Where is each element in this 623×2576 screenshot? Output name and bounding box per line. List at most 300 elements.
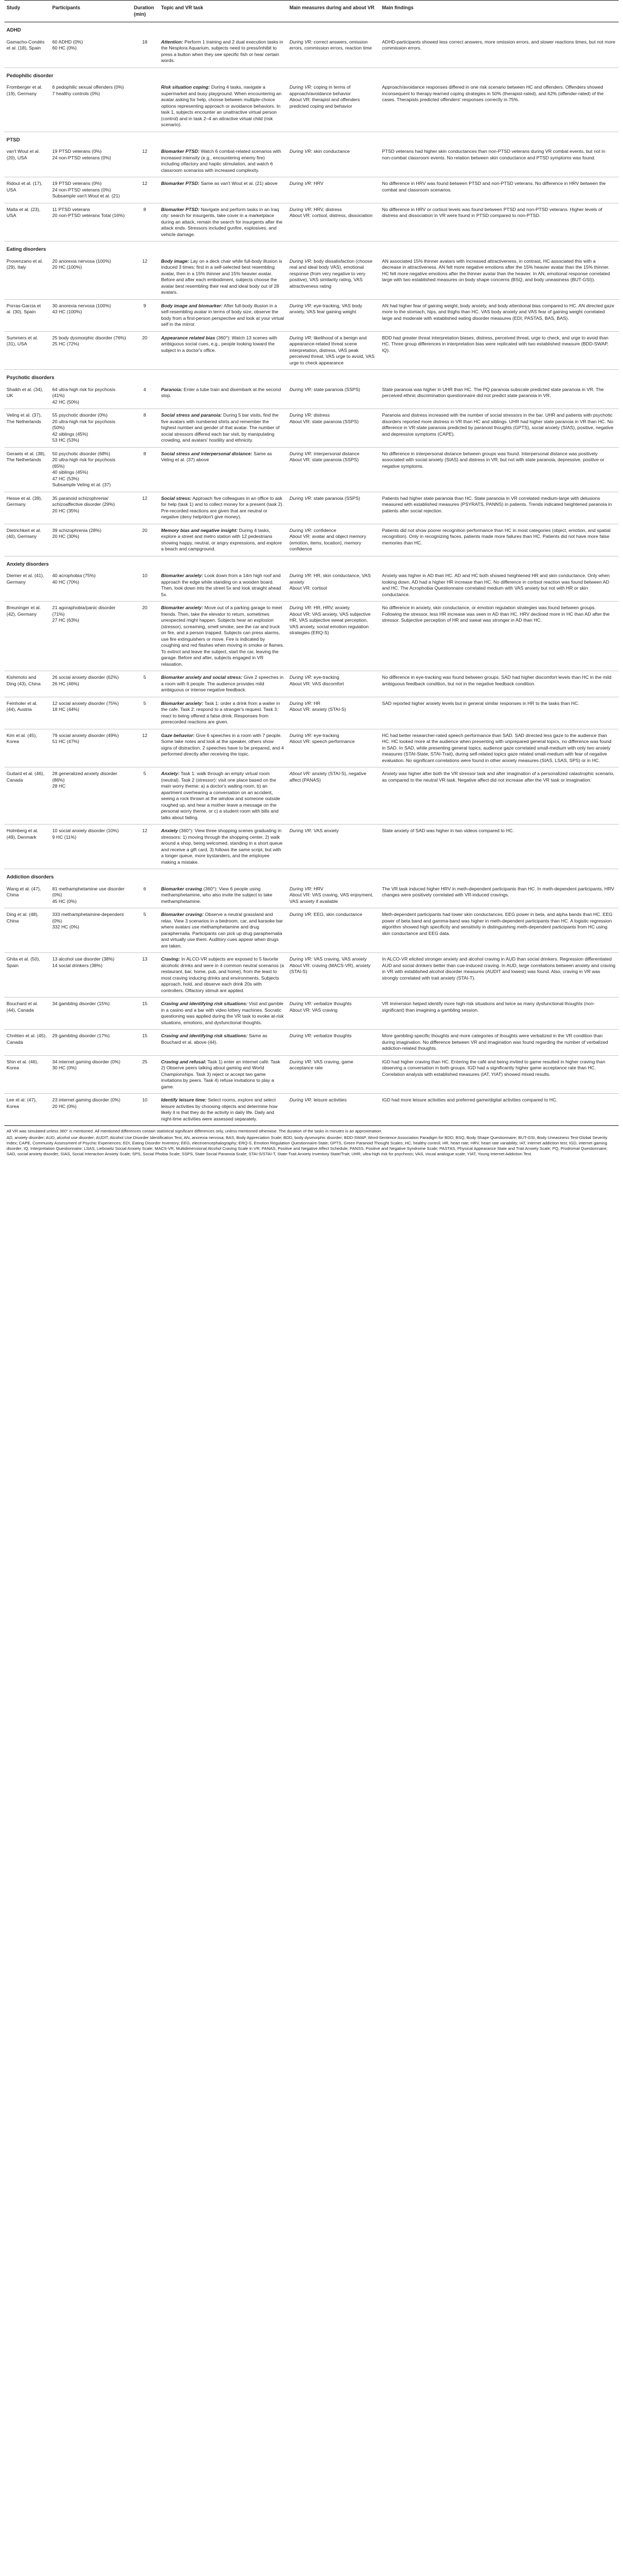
- topic-text: During 5 bar visits, find the five avatars with numbered shirts and remember the highest number and gender of that avatar. The number of social stressors differed each bar visit, by manipulating crowding, and avatars' hostility and ethnicity.: [161, 412, 280, 443]
- cell-study: Kim et al. (45), Korea: [4, 729, 50, 767]
- cell-duration: [132, 81, 159, 132]
- table-row: [4, 299, 619, 331]
- footnote-abbreviations: AD, anxiety disorder; AUD, alcohol use disorder; AUDIT, Alcohol Use Disorder Identification Test; AN, anorexia nervosa; BAS, Body Appreciation Scale; BDD, body dysmorphic disorder; BDD-SWAP, Word-Sentence Association Paradigm for BDD; BSQ, Body Shape Questionnaire; BUT-GSI, Body Uneasiness Test-Global Severity Index; CAPE, Community Assessment of Psychic Experiences; EDI, Eating Disorder Inventory; EEG, electroencephalography; ERQ-S, Emotion Regulation Questionnaire-State; GPTS, Green Paranoid Thought Scales; HC, healthy control; HR, heart rate; HRV, heart rate variability; IAT, internet addiction test; IGD, internet gaming disorder; IQ, Interpretation Questionnaire; LSAS, Liebowitz Social Anxiety Scale; MACS-VR, Multidimensional Alcohol Craving Scale in VR; PANAS, Positive and Negative Affect Schedule; PANSS, Positive and Negative Syndrome Scale; PASTAS, Physical Appearance State and Trait Anxiety Scale; PQ, Prodromal Questionnaire; SAD, social anxiety disorder; SIAS, Social Interaction Anxiety Scale; SPS, Social Phobia Scale; SSPS, State Social Paranoia Scale; STAI-S/STAI-T, State-Trait Anxiety Inventory State/Trait; UHR, ultra-high risk for psychosis; VAS, visual analogue scale; YIAT, Young Internet Addiction Test.: [7, 1135, 608, 1156]
- table-row: [4, 331, 619, 370]
- table-row: [4, 524, 619, 556]
- topic-heading: Craving and identifying risk situations:: [161, 1001, 248, 1006]
- measures-heading: During VR:: [289, 206, 313, 212]
- cell-findings: Meth-dependent participants had lower skin conductances. EEG power in beta, and alpha bands than HC. EEG power of beta band and gamma-band was higher in meth-dependent participants than HC. A logistic regression algorithm showed high specificity and sensitivity in distinguishing meth-dependent participants from HC using skin conductance and EEG data.: [380, 908, 619, 953]
- topic-text: (360°): View 6 people using methamphetamine, who also invite the subject to take methamphetamine.: [161, 886, 273, 904]
- cell-duration: 12: [132, 177, 159, 203]
- cell-study: Wang et al. (47), China: [7, 886, 41, 897]
- cell-topic: [159, 145, 287, 177]
- cell-study: van't Wout et al. (20), USA: [7, 148, 40, 160]
- cell-findings: IGD had higher craving than HC. Entering the café and being invited to game resulted in higher craving than observing a conversation in both groups. IGD had a significantly higher game acceptance rate than HC. Correlation analysis with established measures (IAT, YIAT) showed mixed results.: [380, 1055, 619, 1094]
- topic-heading: Biomarker anxiety and social stress:: [161, 674, 243, 680]
- table-row: [4, 447, 619, 492]
- cell-findings: No difference in anxiety, skin conductance, or emotion regulation strategies was found between groups. Following the stressor, less HR increase was seen in AD than HC. HRV declined more in HC than AD after the stressor. Subjective perception of HR and sweat was stronger in AD than HC.: [380, 602, 619, 671]
- topic-text: Select rooms, explore and select leisure activities by choosing objects and determine how likely it is that they do the activity in daily life. Daily and night-time activities were assessed separately.: [161, 1097, 278, 1122]
- cell-measures: [287, 729, 380, 767]
- cell-topic: [159, 1030, 287, 1056]
- measures-heading: During VR:: [289, 828, 313, 833]
- cell-measures: [287, 1030, 380, 1056]
- topic-heading: Biomarker PTSD:: [161, 206, 200, 212]
- cell-participants: 34 gambling disorder (15%): [50, 998, 132, 1030]
- cell-findings: PTSD veterans had higher skin conductances than non-PTSD veterans during VR combat events, but not in non-combat classroom events. No relation between skin conductance and PTSD symptoms was found.: [382, 148, 606, 160]
- cell-topic: [159, 953, 287, 998]
- measures-heading: During VR:: [289, 412, 313, 418]
- cell-measures: [287, 524, 380, 556]
- cell-topic: [159, 492, 287, 524]
- cell-measures: [287, 767, 380, 825]
- section-title: PTSD: [4, 132, 619, 145]
- section-title: Addiction disorders: [4, 869, 619, 883]
- cell-study: Provenzano et al. (29), Italy: [7, 258, 43, 270]
- topic-heading: Biomarker craving: [161, 886, 202, 891]
- topic-heading: Body image and biomarker:: [161, 302, 223, 308]
- header-participants: Participants: [50, 1, 132, 22]
- cell-duration: 8: [132, 447, 159, 492]
- cell-participants: 25 body dysmorphic disorder (76%) 25 HC (72%): [50, 331, 132, 370]
- footnote-general: All VR was simulated unless 360° is mentioned. All mentioned differences contain statistical significant differences only, unless mentioned otherwise. The duration of the tasks in minutes is an approximation.: [7, 1129, 383, 1134]
- cell-participants: 28 generalized anxiety disorder (86%) 28 HC: [50, 767, 132, 825]
- measures-text: VAS craving, VAS anxiety About VR: craving (MACS-VR), anxiety (STAI-S): [289, 956, 371, 974]
- table-header-row: [4, 1, 619, 22]
- cell-measures: [287, 409, 380, 448]
- measures-text: coping in terms of approach/avoidance behavior About VR: therapist and offenders predicted coping and behavior: [289, 84, 360, 109]
- topic-text: (360°): View three shopping scenes graduating in stressors: 1) moving through the shopping center, 2) walk around a shop, being welcomed, standing in a short queue and receive a gift card, 3) follows the same script, but with a longer queue, more bystanders, and the employee making a mistake.: [161, 828, 283, 865]
- cell-findings: No difference in HRV or cortisol levels was found between PTSD and non-PTSD veterans. Higher levels of distress and dissociation in VR were found in PTSD compared to non-PTSD.: [380, 203, 619, 242]
- measures-heading: During VR:: [289, 495, 313, 501]
- cell-participants: 19 PTSD veterans (0%) 24 non-PTSD veterans (0%): [52, 148, 111, 160]
- cell-findings: State anxiety of SAD was higher in two videos compared to HC.: [380, 825, 619, 869]
- measures-heading: During VR:: [289, 956, 313, 962]
- cell-measures: [287, 1094, 380, 1126]
- cell-topic: [159, 883, 287, 908]
- cell-duration: 5: [132, 671, 159, 697]
- cell-duration: 20: [132, 524, 159, 556]
- measures-heading: During VR:: [289, 181, 313, 186]
- cell-study: Veling et al. (37), The Netherlands: [4, 409, 50, 448]
- table-row: [4, 908, 619, 953]
- table-row: [4, 729, 619, 767]
- cell-duration: 10: [142, 573, 147, 578]
- cell-findings: AN had higher fear of gaining weight, body anxiety, and body attentional bias compared to HC. AN directed gaze more to the stomach, hips, and thighs than HC. VAS body anxiety and VAS fear of gaining weight correlated large and moderate with established eating disorder measures (EDI, PASTAS, BAS, BAS).: [380, 299, 619, 331]
- cell-duration: 12: [142, 148, 147, 154]
- measures-heading: During VR:: [289, 302, 313, 308]
- table-row: [4, 825, 619, 869]
- cell-measures: [287, 383, 380, 409]
- measures-heading: During VR:: [289, 386, 313, 392]
- cell-findings: Anxiety was higher after both the VR stressor task and after imagination of a personalized catastrophic scenario, as compared to the neutral VR task. Negative affect did not increase after the VR task or imagination.: [380, 767, 619, 825]
- measures-text: HRV, distress About VR: cortisol, distress, dissociation: [289, 206, 373, 218]
- cell-duration: 25: [132, 1055, 159, 1094]
- cell-duration: 20: [132, 331, 159, 370]
- cell-findings: More gambling-specific thoughts and more categories of thoughts were verbalized in the VR condition than during imagination. No difference between VR and imagination was found regarding the number of verbalized addiction-related thoughts.: [380, 1030, 619, 1056]
- cell-study: Ridout et al. (17), USA: [4, 177, 50, 203]
- cell-study: Porras-Garcia et al. (30), Spain: [4, 299, 50, 331]
- table-row: [4, 671, 619, 697]
- topic-heading: Social stress:: [161, 495, 192, 501]
- cell-participants: 55 psychotic disorder (0%) 20 ultra-high risk for psychosis (50%) 42 siblings (45%) 53 HC (53%): [50, 409, 132, 448]
- cell-study: Breuninger et al. (42), Germany: [4, 602, 50, 671]
- section-title: Anxiety disorders: [4, 556, 619, 569]
- topic-text: After full-body illusion in a self-resembling avatar in terms of body size, observe the body from a first-person perspective and look at your virtual self in the mirror.: [161, 302, 284, 327]
- cell-participants: 333 methamphetamine-dependent (0%) 332 HC (0%): [50, 908, 132, 953]
- measures-text: leisure activities: [312, 1097, 347, 1103]
- cell-participants: 20 anorexia nervosa (100%) 20 HC (100%): [52, 258, 111, 270]
- measures-text: VAS anxiety: [312, 828, 339, 833]
- cell-participants: 40 acrophobia (75%) 40 HC (70%): [52, 573, 96, 585]
- topic-text: Same as van't Wout et al. (21) above: [199, 181, 278, 186]
- cell-study: Dietrichkeit et al. (40), Germany: [4, 524, 50, 556]
- cell-topic: [159, 524, 287, 556]
- topic-heading: Social stress and interpersonal distance:: [161, 450, 252, 456]
- cell-measures: [287, 145, 380, 177]
- cell-participants: 60 ADHD (0%) 60 HC (0%): [52, 39, 83, 51]
- measures-text: anxiety (STAI-S), negative affect (PANAS): [289, 771, 367, 783]
- cell-topic: [159, 299, 287, 331]
- topic-heading: Biomarker anxiety:: [161, 605, 203, 610]
- cell-study: Chrétien et al. (45), Canada: [4, 1030, 50, 1056]
- table-row: [4, 203, 619, 242]
- header-duration: Duration (min): [132, 1, 159, 22]
- section-row: [4, 132, 619, 145]
- cell-participants: 6 pedophilic sexual offenders (0%) 7 healthy controls (0%): [52, 84, 124, 96]
- topic-text: In ALCO-VR subjects are exposed to 5 favorite alcoholic drinks and were in 4 common neutral scenarios (a restaurant, bar, home, pub, and home), from the least to most craving inducing drinks and environments. Subjects approach, hold, and observe each drink 20s with controllers. Olfactory stimuli are applied.: [161, 956, 284, 993]
- cell-duration: 9: [132, 299, 159, 331]
- cell-topic: [159, 908, 287, 953]
- cell-measures: [287, 953, 380, 998]
- cell-participants: 21 agoraphobia/panic disorder (71%) 27 HC (63%): [50, 602, 132, 671]
- table-row: [4, 1094, 619, 1126]
- section-title: Psychotic disorders: [4, 370, 619, 383]
- cell-duration: 15: [132, 1030, 159, 1056]
- cell-measures: [287, 177, 380, 203]
- topic-text: Visit and gamble in a casino and a bar with video lottery machines. Socratic questioning was applied during the VR task to evoke at-risk situations, emotions, and dysfunctional thoughts.: [161, 1001, 284, 1025]
- cell-participants: 23 internet gaming disorder (0%) 20 HC (0%): [50, 1094, 132, 1126]
- topic-heading: Biomarker craving:: [161, 912, 204, 917]
- cell-study: Diemer et al. (41), Germany: [7, 573, 44, 585]
- cell-topic: [159, 255, 287, 300]
- measures-heading: During VR:: [289, 605, 313, 610]
- cell-participants: 11 PTSD veterans 20 non-PTSD veterans Total (16%): [50, 203, 132, 242]
- cell-measures: [287, 569, 380, 602]
- cell-findings: VR immersion helped identify more high-risk situations and twice as many dysfunctional thoughts (non-significant) than imagining a gambling session.: [380, 998, 619, 1030]
- cell-study: Geraets et al. (38), The Netherlands: [4, 447, 50, 492]
- section-row: [4, 22, 619, 36]
- cell-measures: [287, 825, 380, 869]
- cell-findings: ADHD-participants showed less correct answers, more omission errors, and slower reactions times, but not more commission errors.: [382, 39, 615, 51]
- measures-text: eye-tracking About VR: speech performance: [289, 732, 355, 744]
- studies-table: [4, 0, 619, 1125]
- cell-study: Ding et al. (48), China: [4, 908, 50, 953]
- cell-topic: [159, 671, 287, 697]
- cell-duration: 18: [142, 39, 147, 45]
- table-row: [4, 81, 619, 132]
- cell-findings: IGD had more leisure activities and preferred game/digital activities compared to HC.: [380, 1094, 619, 1126]
- cell-topic: [159, 383, 287, 409]
- section-row: [4, 67, 619, 81]
- topic-text: Same as Veling et al. (37) above: [161, 450, 272, 462]
- section-title: Pedophilic disorder: [4, 67, 619, 81]
- cell-duration: 8: [132, 203, 159, 242]
- measures-text: HR About VR: anxiety (STAI-S): [289, 700, 346, 712]
- measures-text: correct answers, omission errors, commission errors, reaction time: [289, 39, 372, 51]
- table-row: [4, 36, 619, 68]
- table-row: [4, 998, 619, 1030]
- topic-text: (360°): Watch 13 scenes with ambiguous social cues, e.g., people looking toward the subject in a doctor's office.: [161, 335, 277, 353]
- measures-text: distress About VR: state paranoia (SSPS): [289, 412, 359, 424]
- table-row: [4, 602, 619, 671]
- cell-topic: [159, 697, 287, 729]
- cell-findings: HC had better researcher-rated speech performance than SAD. SAD directed less gaze to the audience than HC. HC looked more at the audience when presenting with unprepared general topics, no difference was found in SAD. In SAD, while presenting general topics, audience gaze correlated small-medium with only two anxiety measures (STAI-State, STAI-Trait), during self-related topics gaze related small-medium with fear of negative evaluation. No significant correlations were found in other anxiety measures (SIAS, LSAS, SPS) or in HC.: [380, 729, 619, 767]
- cell-participants: 35 paranoid schizophrenia/ schizoaffective disorder (29%) 20 HC (35%): [50, 492, 132, 524]
- cell-measures: [287, 998, 380, 1030]
- cell-measures: [287, 671, 380, 697]
- cell-measures: [287, 36, 380, 68]
- cell-topic: [159, 998, 287, 1030]
- measures-heading: During VR:: [289, 886, 313, 891]
- measures-text: eye-tracking About VR: VAS discomfort: [289, 674, 344, 686]
- cell-duration: 8: [132, 409, 159, 448]
- topic-heading: Memory bias and negative insight:: [161, 527, 238, 533]
- measures-heading: During VR:: [289, 84, 313, 90]
- measures-heading: During VR:: [289, 39, 313, 45]
- topic-text: Task 1) enter an internet café. Task 2) Observe peers talking about gaming and World Championships. Task 3) reject or accept two game invitations by peers. Task 4) refuse invitations to play a game.: [161, 1058, 280, 1089]
- cell-study: Ghita et al. (50), Spain: [4, 953, 50, 998]
- cell-study: Malta et al. (23), USA: [4, 203, 50, 242]
- header-findings: Main findings: [380, 1, 619, 22]
- topic-text: Perform 1 training and 2 dual execution tasks in the Nesplora Aquarium, subjects need to press/inhibit to press a button when they see specific fish or hear certain words.: [161, 39, 283, 63]
- header-measures: Main measures during and about VR: [287, 1, 380, 22]
- cell-measures: [287, 602, 380, 671]
- cell-participants: 50 psychotic disorder (68%) 20 ultra-high risk for psychosis (65%) 40 siblings (45%) 47 HC (53%) Subsample Veling et al. (37): [50, 447, 132, 492]
- section-row: [4, 370, 619, 383]
- measures-heading: During VR:: [289, 700, 313, 706]
- cell-topic: [159, 1055, 287, 1094]
- table-row: [4, 255, 619, 300]
- cell-participants: 10 social anxiety disorder (10%) 9 HC (11%): [50, 825, 132, 869]
- cell-topic: [159, 36, 287, 68]
- topic-heading: Paranoia:: [161, 386, 183, 392]
- cell-findings: State paranoia was higher in UHR than HC. The PQ paranoia subscale predicted state paranoia in VR. The perceived ethnic discrimination questionnaire did not predict state paranoia in VR.: [382, 386, 604, 398]
- table-row: [4, 697, 619, 729]
- topic-text: Watch 6 combat-related scenarios with increased intensity (e.g., encountering enemy fire) including olfactory and haptic stimulation, and watch 6 classroom scenarios with increased complexity.: [161, 148, 281, 173]
- topic-text: During 4 tasks, navigate a supermarket and busy playground. When encountering an avatar asking for help, choose between multiple-choice options representing approach or avoidance behaviors. In task 1, subjects encounter an unattractive virtual person (control) and in task 2–4 an attractive virtual child (risk scenario).: [161, 84, 282, 127]
- topic-text: Task 1: walk through an empty virtual room (neutral). Task 2 (stressor): visit one place based on the main worry theme: a) a doctor's waiting room, b) an apartment overhearing a conversation on an accident, seeing a rock thrown at the window and someone outside roughed up, and hear a mother leave a message on the personal worry theme, or c) a student room with bills and talks about failing.: [161, 771, 280, 820]
- topic-text: Look down from a 14m high roof and approach the edge while standing on a wooden board. Then, look down into the street 5x and look straight ahead 5x.: [161, 573, 281, 597]
- cell-findings: Paranoia and distress increased with the number of social stressors in the bar. UHR and patients with psychotic disorders reported more distress in VR than HC and siblings. UHR had higher state paranoia in VR than HC. No difference in VR-state paranoia predicted by paranoid thoughts (GPTS), social anxiety (SIAS), positive, negative and depressive symptoms (CAPE).: [380, 409, 619, 448]
- cell-study: Gamacho-Condés et al. (18), Spain: [7, 39, 45, 51]
- table-row: [4, 409, 619, 448]
- topic-text: Give 6 speeches in a room with 7 people. Some take notes and look at the speaker, others show signs of distraction. 2 speeches have to be prepared, and 4 performed directly after receiving the topic.: [161, 732, 284, 757]
- cell-measures: [287, 81, 380, 132]
- topic-heading: Attention:: [161, 39, 183, 45]
- cell-measures: [287, 492, 380, 524]
- measures-text: state paranoia (SSPS): [312, 386, 360, 392]
- cell-duration: 6: [143, 886, 146, 891]
- cell-measures: [287, 697, 380, 729]
- cell-participants: 30 anorexia nervosa (100%) 43 HC (100%): [50, 299, 132, 331]
- cell-duration: 12: [132, 492, 159, 524]
- table-page: [4, 0, 619, 1157]
- cell-participants: 29 gambling disorder (17%): [50, 1030, 132, 1056]
- topic-text: Enter a tube train and disembark at the second stop.: [161, 386, 281, 398]
- measures-heading: During VR:: [289, 258, 313, 264]
- topic-text: Observe a neutral grassland and relax. View 3 scenarios in a bedroom, car, and karaoke bar where avatars use methamphetamine and drug paraphernalia. Participants can pick up drug paraphernalia and virtually use them. Auditory cues appear when drugs are taken.: [161, 912, 283, 949]
- measures-heading: During VR:: [289, 148, 313, 154]
- topic-text: Task 1: order a drink from a waiter in the cafe. Task 2: respond to a stranger's request. Task 3: react to being offered a false drink. Responses from prerecorded reactions are given.: [161, 700, 280, 725]
- section-row: [4, 869, 619, 883]
- cell-participants: 79 social anxiety disorder (49%) 51 HC (47%): [50, 729, 132, 767]
- cell-study: Guitard et al. (46), Canada: [4, 767, 50, 825]
- cell-findings: Approach/avoidance responses differed in one risk scenario between HC and offenders. Offenders showed inconsequent to therapy-learned coping strategies in 50% (therapist-rated), and 62% (offender-rated) of the cases. Therapists predicted offenders' responses correctly in 75%.: [382, 84, 604, 102]
- topic-heading: Biomarker PTSD:: [161, 148, 200, 154]
- topic-heading: Craving and refusal:: [161, 1058, 207, 1064]
- cell-duration: 12: [142, 258, 147, 264]
- topic-heading: Craving:: [161, 956, 180, 962]
- topic-heading: Anxiety: [161, 828, 178, 833]
- cell-findings: In ALCO-VR elicited stronger anxiety and alcohol craving in AUD than social drinkers. Regression differentiated AUD and social drinkers better than cue-induced craving. In AUD, large correlations between anxiety and craving in VR with established alcohol disorder measures (AUDIT and lowest) was found. Also, craving in VR was strongly correlated with trait anxiety (STAI-T).: [380, 953, 619, 998]
- measures-text: verbalize thoughts About VR: VAS craving: [289, 1001, 352, 1013]
- topic-heading: Craving and identifying risk situations:: [161, 1033, 248, 1038]
- cell-findings: Anxiety was higher in AD than HC. AD and HC both showed heightened HR and skin conductance. Only when looking down, AD had a higher HR increase than HC. No difference in cortisol reaction was found between AD and HC. The Acrophobia Questionnaire correlated medium with VAS anxiety but not with HR or skin conductance.: [382, 573, 610, 597]
- cell-measures: [287, 203, 380, 242]
- measures-text: interpersonal distance About VR: state paranoia (SSPS): [289, 450, 360, 462]
- topic-heading: Biomarker PTSD:: [161, 181, 200, 186]
- measures-heading: During VR:: [289, 1001, 313, 1006]
- table-row: [4, 883, 619, 908]
- cell-study: Bouchard et al. (44), Canada: [4, 998, 50, 1030]
- cell-study: Kishimoto and Ding (43), China: [4, 671, 50, 697]
- cell-topic: [159, 81, 287, 132]
- cell-duration: 20: [132, 602, 159, 671]
- cell-participants: 39 schizophrenia (28%) 20 HC (30%): [50, 524, 132, 556]
- table-row: [4, 145, 619, 177]
- table-row: [4, 1055, 619, 1094]
- topic-text: Move out of a parking garage to meet friends. Then, take the elevator to return, sometimes unexpected might happen. Subjects hear an explosion (stressor), screaming, smell smoke, see the car and truck on fire, and a person trapped. Subjects can press alarms, use fire extinguishers or move. Fire is indicated by coughing and red flashes when moving in smoke or flames. To extinct and leave the subject, start the car, leaving the garage. Before and after, subjects engaged in VR relaxation.: [161, 605, 284, 667]
- cell-duration: 12: [132, 825, 159, 869]
- topic-heading: Biomarker anxiety:: [161, 573, 203, 578]
- measures-text: HRV: [312, 181, 324, 186]
- table-row: [4, 383, 619, 409]
- table-row: [4, 953, 619, 998]
- table-row: [4, 569, 619, 602]
- cell-findings: Patients had higher state paranoia than HC. State paranoia in VR correlated medium-large with delusions measured with established measures (PSYRATS, PANNS) in patients. Trends indicated heightened paranoia in patients after social rejection.: [380, 492, 619, 524]
- cell-topic: [159, 767, 287, 825]
- cell-findings: The VR task induced higher HRV in meth-dependent participants than HC. In meth-dependent participants, HRV changes were positively correlated with VR-induced cravings.: [382, 886, 614, 897]
- table-body: [4, 22, 619, 1126]
- topic-heading: Body image:: [161, 258, 189, 264]
- section-row: [4, 556, 619, 569]
- topic-heading: Identify leisure time:: [161, 1097, 207, 1103]
- cell-topic: [159, 177, 287, 203]
- cell-measures: [287, 447, 380, 492]
- cell-topic: [159, 729, 287, 767]
- topic-text: Same as Bouchard et al. above (44).: [161, 1033, 268, 1045]
- cell-study: Shaikh et al. (34), UK: [7, 386, 44, 398]
- cell-findings: SAD reported higher anxiety levels but in general similar responses in HR to the tasks than HC.: [380, 697, 619, 729]
- measures-text: HR, HRV, anxiety About VR: VAS anxiety, VAS subjective HR, VAS subjective sweat perception, VAS anxiety, social emotion regulation strategies (ERQ-S): [289, 605, 371, 635]
- cell-topic: [159, 602, 287, 671]
- cell-measures: [287, 299, 380, 331]
- cell-study: Summers et al. (31), USA: [4, 331, 50, 370]
- measures-heading: During VR:: [289, 674, 313, 680]
- table-footnotes: [4, 1125, 619, 1157]
- cell-topic: [159, 447, 287, 492]
- measures-text: verbalize thoughts: [312, 1033, 352, 1038]
- topic-heading: Appearance related bias: [161, 335, 215, 340]
- table-row: [4, 1030, 619, 1056]
- header-study: Study: [4, 1, 50, 22]
- topic-text: Navigate and perform tasks in an Iraq city: search for insurgents, take cover in a marketplace during an attack, remain the search for insurgents after the attack ends. Stressors included gunfire, explosives, and vehicle damage.: [161, 206, 283, 237]
- cell-study: Fromberger et al. (19), Germany: [7, 84, 42, 96]
- cell-topic: [159, 569, 287, 602]
- cell-participants: 81 methamphetamine use disorder (0%) 45 HC (0%): [52, 886, 125, 904]
- section-title: ADHD: [7, 27, 21, 33]
- measures-heading: About VR:: [289, 771, 311, 776]
- measures-heading: During VR:: [289, 573, 313, 578]
- topic-heading: Biomarker anxiety:: [161, 700, 203, 706]
- cell-duration: 4: [143, 386, 146, 392]
- cell-participants: 13 alcohol use disorder (38%) 14 social drinkers (38%): [50, 953, 132, 998]
- measures-heading: During VR:: [289, 450, 313, 456]
- measures-heading: During VR:: [289, 1097, 313, 1103]
- measures-heading: During VR:: [289, 1058, 313, 1064]
- topic-text: During 4 tasks, explore a street and metro station with 12 pedestrians showing happy, neutral, or angry expressions, and explore a beach and campground.: [161, 527, 282, 552]
- section-title: Eating disorders: [4, 242, 619, 255]
- measures-text: VAS craving, game acceptance rate: [289, 1058, 354, 1070]
- cell-topic: [159, 409, 287, 448]
- topic-text: Approach five colleagues in an office to ask for help (task 1) and to collect money for a present (task 2). Pre-recorded reactions are given that are neutral or negative (deny help/don't give money).: [161, 495, 283, 519]
- cell-topic: [159, 1094, 287, 1126]
- cell-participants: 26 social anxiety disorder (62%) 26 HC (46%): [50, 671, 132, 697]
- cell-participants: 12 social anxiety disorder (75%) 18 HC (44%): [50, 697, 132, 729]
- cell-duration: 10: [132, 1094, 159, 1126]
- cell-measures: [287, 1055, 380, 1094]
- cell-findings: No difference in eye-tracking was found between groups. SAD had higher discomfort levels than HC in the mild ambiguous feedback condition, but not in the negative feedback condition.: [380, 671, 619, 697]
- measures-heading: During VR:: [289, 732, 313, 738]
- cell-measures: [287, 883, 380, 908]
- topic-heading: Social stress and paranoia:: [161, 412, 222, 418]
- measures-text: state paranoia (SSPS): [312, 495, 360, 501]
- cell-findings: AN associated 15% thinner avatars with increased attractiveness, in contrast, HC associated this with a decrease in attractiveness. AN felt more negative emotions after the 15% heavier avatar than the 15% thinner. HC felt more negative emotions after the thinner avatar than the heavier. In AN, emotional response correlated large with two established measures on body shape concerns (BSQ, and body uneasiness (BUT-GSI)).: [382, 258, 610, 282]
- measures-heading: During VR:: [289, 912, 313, 917]
- cell-participants: 19 PTSD veterans (0%) 24 non-PTSD veterans (0%) Subsample van't Wout et al. (21): [50, 177, 132, 203]
- cell-findings: Patients did not show poorer recognition performance than HC in most categories (object, emotion, and spatial recognition). Only in recognizing faces, patients made more failures than HC. Patients did not have more false memories than HC.: [380, 524, 619, 556]
- table-row: [4, 767, 619, 825]
- cell-topic: [159, 203, 287, 242]
- cell-study: Hesse et al. (39), Germany: [4, 492, 50, 524]
- header-topic: Topic and VR task: [159, 1, 287, 22]
- topic-heading: Risk situation coping:: [161, 84, 210, 90]
- measures-text: HR, skin conductance, VAS anxiety About VR: cortisol: [289, 573, 371, 591]
- table-row: [4, 177, 619, 203]
- cell-topic: [159, 825, 287, 869]
- cell-study: Shin et al. (46), Korea: [4, 1055, 50, 1094]
- measures-heading: During VR:: [289, 527, 313, 533]
- cell-measures: [287, 908, 380, 953]
- cell-duration: 5: [132, 767, 159, 825]
- measures-text: body dissatisfaction (choose real and ideal body VAS), emotional response (from very negative to very positive), VAS similarity rating, VAS attractiveness rating: [289, 258, 373, 289]
- cell-duration: 5: [132, 697, 159, 729]
- cell-participants: 34 internet gaming disorder (0%) 30 HC (0%): [50, 1055, 132, 1094]
- topic-heading: Gaze behavior:: [161, 732, 195, 738]
- section-row: [4, 242, 619, 255]
- cell-study: Lee et al. (47), Korea: [4, 1094, 50, 1126]
- cell-topic: [159, 331, 287, 370]
